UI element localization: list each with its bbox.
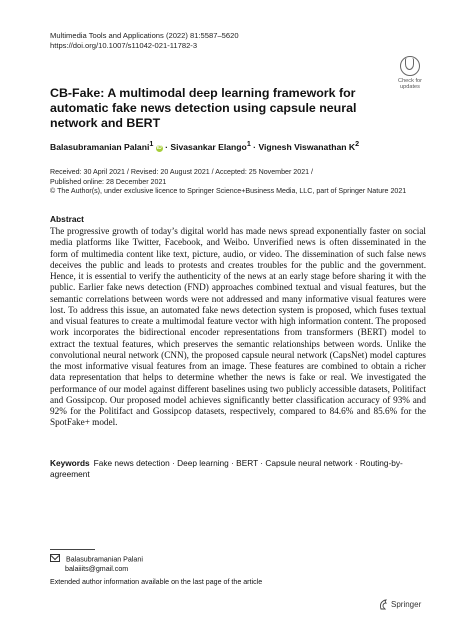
corresponding-author — [50, 554, 143, 574]
author-separator: · — [250, 141, 259, 152]
contact-email[interactable]: balaiiits@gmail.com — [65, 564, 129, 573]
contact-name: Balasubramanian Palani — [66, 555, 143, 564]
author-name[interactable]: Balasubramanian Palani — [50, 141, 150, 152]
abstract-heading: Abstract — [50, 214, 84, 224]
author-list — [50, 140, 359, 152]
keywords-list: Fake news detection · Deep learning · BERT · Capsule neural network · Routing-by-agreement — [50, 458, 403, 479]
journal-header — [50, 31, 239, 51]
publisher-name: Springer — [391, 600, 422, 609]
author-name[interactable]: Vignesh Viswanathan K — [258, 141, 356, 152]
envelope-icon — [50, 554, 60, 562]
article-title: CB-Fake: A multimodal deep learning framework for automatic fake news detection using capsule neural network and BERT — [50, 86, 357, 130]
abstract-text: The progressive growth of today’s digital world has made news spread exponentially faster on social media platforms like Twitter, Facebook, and Weibo. Unverified news is often disseminated in the form of multimedia content like text, picture, audio, or video. The dissemination of such false news deceives the public and leads to protests and creates troubles for the public and the government. Hence, it is essential to verify the authenticity of the news at an early stage before sharing it with the public. Earlier fake news detection (FND) approaches combined textual and visual features, but the semantic correlations between words were not addressed and many informative visual features were lost. To address this issue, an automated fake news detection system is proposed, which fuses textual and visual features to create a multimodal feature vector with high information content. The proposed work incorporates the bidirectional encoder representations from transformers (BERT) model to extract the textual features, which preserves the semantic relationships between words. Unlike the convolutional neural network (CNN), the proposed capsule neural network (CapsNet) model captures the most informative visual features from an image. These features are combined to obtain a richer data representation that helps to determine whether the news is fake or real. We investigated the performance of our model against different baselines using two publicly accessible datasets, Politifact and Gossipcop. Our proposed model achieves significantly better classification accuracy of 93% and 92% for the Politifact and Gossipcop datasets, respectively, compared to 84.6% and 85.6% for the SpotFake+ model. — [50, 226, 426, 428]
keywords-label: Keywords — [50, 458, 90, 468]
orcid-icon[interactable]: iD — [156, 144, 162, 151]
springer-horse-icon — [378, 599, 388, 610]
badge-label-line2: updates — [400, 84, 420, 90]
author-name[interactable]: Sivasankar Elango — [170, 141, 247, 152]
badge-label-line1: Check for — [398, 78, 422, 84]
bookmark-icon — [400, 56, 420, 76]
author-separator: · — [162, 141, 171, 152]
footnote-divider — [50, 549, 95, 550]
published-date: Published online: 28 December 2021 — [50, 177, 167, 186]
journal-citation: Multimedia Tools and Applications (2022) 81:5587–5620 — [50, 31, 239, 40]
keywords — [50, 458, 426, 480]
publisher-logo — [378, 599, 421, 610]
extended-author-info: Extended author information available on the last page of the article — [50, 578, 263, 586]
affiliation-marker: 2 — [355, 140, 360, 148]
doi-link[interactable]: https://doi.org/10.1007/s11042-021-11782-3 — [50, 41, 198, 50]
check-for-updates-badge[interactable] — [391, 56, 429, 94]
affiliation-marker: 1 — [149, 140, 154, 148]
affiliation-marker: 1 — [246, 140, 251, 148]
received-dates: Received: 30 April 2021 / Revised: 20 August 2021 / Accepted: 25 November 2021 / — [50, 168, 314, 176]
copyright-notice: © The Author(s), under exclusive licence to Springer Science+Business Media, LLC, part of Springer Nature 2021 — [50, 187, 407, 196]
publication-history — [50, 168, 406, 197]
